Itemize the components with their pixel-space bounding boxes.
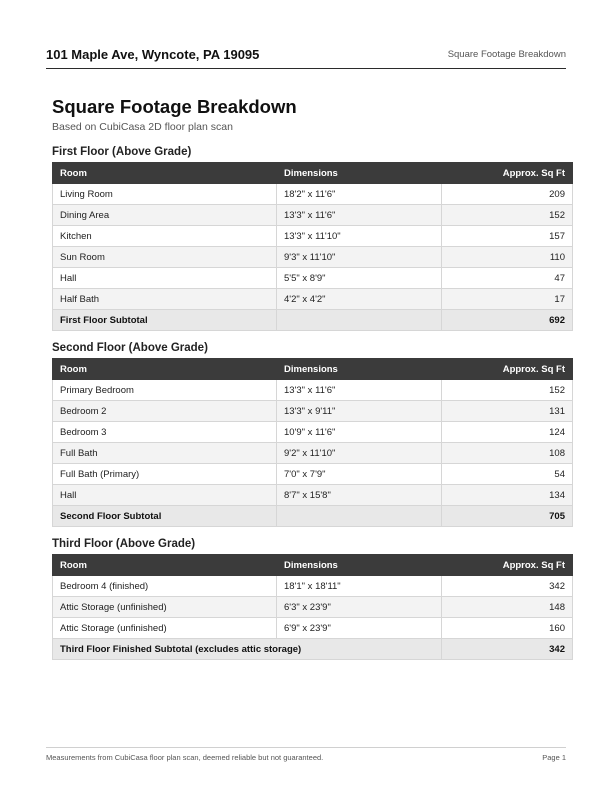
column-header-room: Room (53, 359, 277, 380)
third-floor-table (52, 554, 573, 660)
sqft-cell: 131 (442, 401, 573, 422)
dimensions-cell: 13'3" x 9'11" (277, 401, 442, 422)
column-header-room: Room (53, 163, 277, 184)
third-floor-heading: Third Floor (Above Grade) (52, 538, 196, 550)
table-row (53, 618, 573, 639)
dimensions-cell: 18'1" x 18'11" (277, 576, 442, 597)
document-body (52, 96, 572, 660)
subtotal-empty-cell (277, 310, 442, 331)
table-row (53, 380, 573, 401)
column-header-dimensions: Dimensions (277, 359, 442, 380)
subtotal-label: Second Floor Subtotal (53, 506, 277, 527)
sqft-cell: 342 (442, 576, 573, 597)
sqft-cell: 148 (442, 597, 573, 618)
page-footer (46, 747, 566, 762)
sqft-cell: 157 (442, 226, 573, 247)
table-row (53, 485, 573, 506)
table-row (53, 226, 573, 247)
dimensions-cell: 7'0" x 7'9" (277, 464, 442, 485)
page-subtitle: Based on CubiCasa 2D floor plan scan (52, 121, 233, 133)
page-header (46, 44, 566, 69)
room-cell: Attic Storage (unfinished) (53, 597, 277, 618)
dimensions-cell: 10'9" x 11'6" (277, 422, 442, 443)
room-cell: Hall (53, 268, 277, 289)
room-cell: Bedroom 4 (finished) (53, 576, 277, 597)
first-floor-heading: First Floor (Above Grade) (52, 146, 192, 158)
column-header-sqft: Approx. Sq Ft (442, 555, 573, 576)
dimensions-cell: 9'3" x 11'10" (277, 247, 442, 268)
sqft-cell: 108 (442, 443, 573, 464)
room-cell: Full Bath (Primary) (53, 464, 277, 485)
table-row (53, 597, 573, 618)
subtotal-row (53, 310, 573, 331)
column-header-room: Room (53, 555, 277, 576)
dimensions-cell: 9'2" x 11'10" (277, 443, 442, 464)
sqft-cell: 152 (442, 205, 573, 226)
table-header-row (53, 359, 573, 380)
dimensions-cell: 6'9" x 23'9" (277, 618, 442, 639)
subtotal-label: Third Floor Finished Subtotal (excludes attic storage) (53, 639, 442, 660)
dimensions-cell: 13'3" x 11'10" (277, 226, 442, 247)
column-header-sqft: Approx. Sq Ft (442, 359, 573, 380)
dimensions-cell: 8'7" x 15'8" (277, 485, 442, 506)
column-header-dimensions: Dimensions (277, 555, 442, 576)
header-document-name: Square Footage Breakdown (447, 49, 566, 60)
room-cell: Bedroom 3 (53, 422, 277, 443)
table-row (53, 247, 573, 268)
sqft-cell: 134 (442, 485, 573, 506)
table-row (53, 443, 573, 464)
room-cell: Hall (53, 485, 277, 506)
room-cell: Attic Storage (unfinished) (53, 618, 277, 639)
subtotal-value: 342 (442, 639, 573, 660)
subtotal-row (53, 506, 573, 527)
first-floor-table (52, 162, 573, 331)
subtotal-value: 692 (442, 310, 573, 331)
column-header-sqft: Approx. Sq Ft (442, 163, 573, 184)
table-row (53, 289, 573, 310)
table-row (53, 464, 573, 485)
dimensions-cell: 13'3" x 11'6" (277, 205, 442, 226)
dimensions-cell: 18'2" x 11'6" (277, 184, 442, 205)
sqft-cell: 209 (442, 184, 573, 205)
room-cell: Kitchen (53, 226, 277, 247)
table-row (53, 268, 573, 289)
disclaimer-note: Measurements from CubiCasa floor plan scan, deemed reliable but not guaranteed. (46, 753, 324, 762)
subtotal-row (53, 639, 573, 660)
room-cell: Dining Area (53, 205, 277, 226)
room-cell: Sun Room (53, 247, 277, 268)
room-cell: Living Room (53, 184, 277, 205)
dimensions-cell: 4'2" x 4'2" (277, 289, 442, 310)
sqft-cell: 152 (442, 380, 573, 401)
table-row (53, 422, 573, 443)
sqft-cell: 110 (442, 247, 573, 268)
room-cell: Primary Bedroom (53, 380, 277, 401)
room-cell: Half Bath (53, 289, 277, 310)
table-header-row (53, 163, 573, 184)
subtotal-label: First Floor Subtotal (53, 310, 277, 331)
sqft-cell: 124 (442, 422, 573, 443)
dimensions-cell: 13'3" x 11'6" (277, 380, 442, 401)
table-header-row (53, 555, 573, 576)
dimensions-cell: 6'3" x 23'9" (277, 597, 442, 618)
table-row (53, 576, 573, 597)
subtotal-value: 705 (442, 506, 573, 527)
page-number: Page 1 (542, 753, 566, 762)
room-cell: Full Bath (53, 443, 277, 464)
dimensions-cell: 5'5" x 8'9" (277, 268, 442, 289)
column-header-dimensions: Dimensions (277, 163, 442, 184)
sqft-cell: 47 (442, 268, 573, 289)
property-address: 101 Maple Ave, Wyncote, PA 19095 (46, 47, 260, 62)
second-floor-table (52, 358, 573, 527)
table-row (53, 184, 573, 205)
table-row (53, 205, 573, 226)
sqft-cell: 160 (442, 618, 573, 639)
room-cell: Bedroom 2 (53, 401, 277, 422)
sqft-cell: 17 (442, 289, 573, 310)
subtotal-empty-cell (277, 506, 442, 527)
sqft-cell: 54 (442, 464, 573, 485)
page-title: Square Footage Breakdown (52, 96, 297, 117)
table-row (53, 401, 573, 422)
second-floor-heading: Second Floor (Above Grade) (52, 342, 208, 354)
